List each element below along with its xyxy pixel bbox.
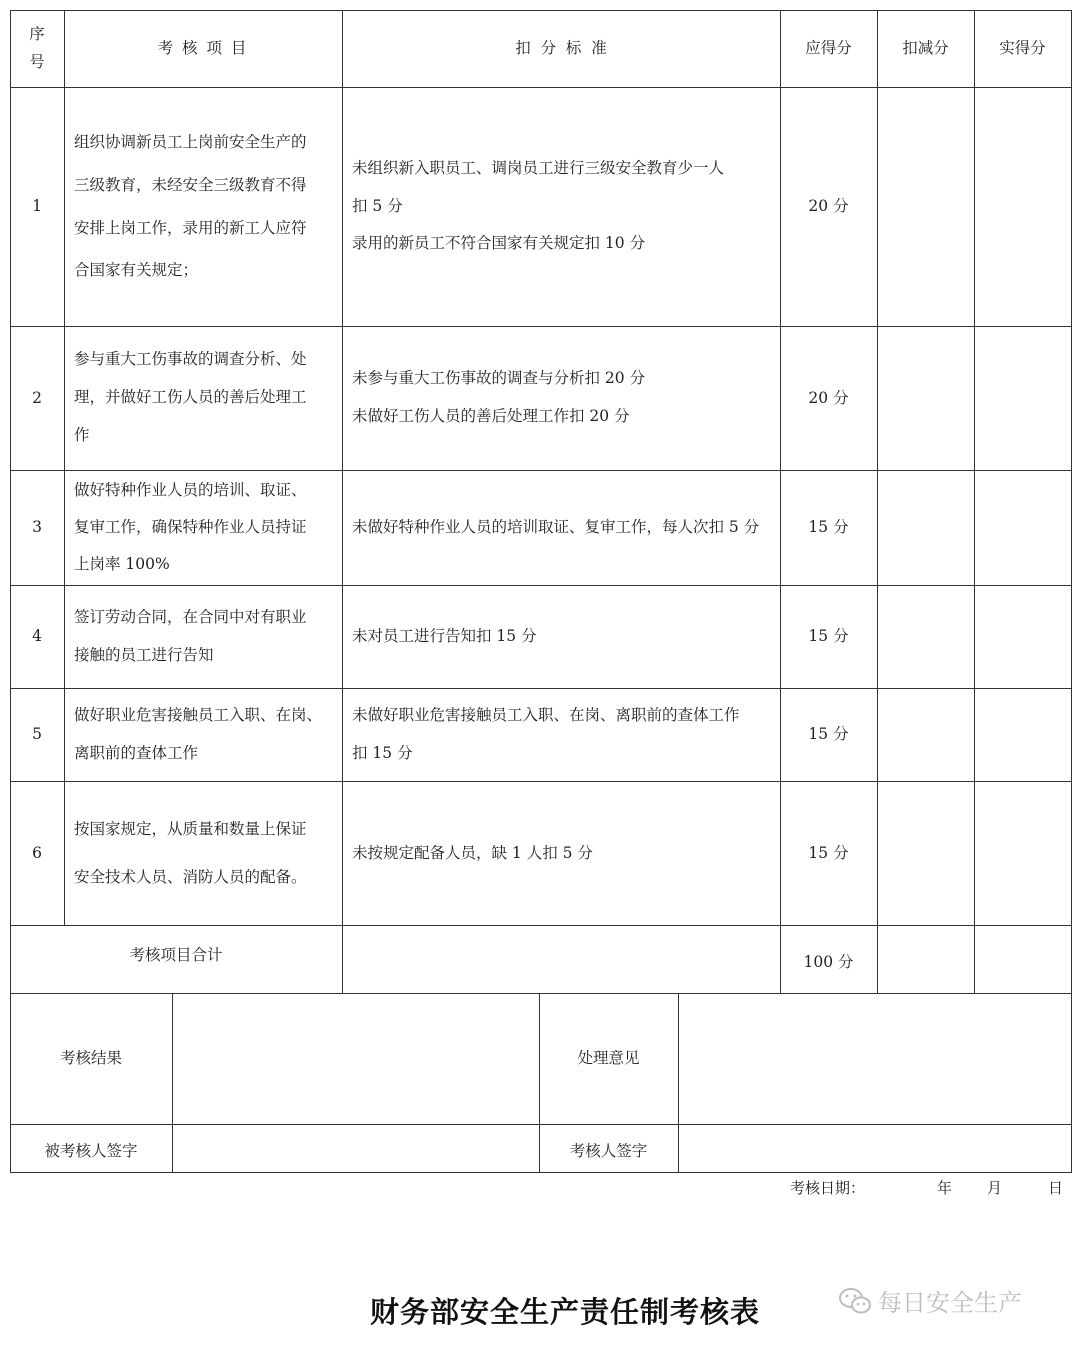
assessee-signature-label: 被考核人签字 xyxy=(44,1141,138,1160)
total-score: 100 分 xyxy=(803,952,854,971)
result-field[interactable] xyxy=(172,993,539,1124)
assessor-signature-field[interactable] xyxy=(678,1124,1071,1172)
opinion-field[interactable] xyxy=(678,993,1071,1124)
wechat-icon xyxy=(838,1286,872,1316)
date-month: 月 xyxy=(987,1179,1003,1197)
header-standard: 扣 分 标 准 xyxy=(515,39,607,58)
row-2-score: 20 分 xyxy=(808,388,849,407)
row-3-score: 15 分 xyxy=(808,518,849,537)
row-1-item: 组织协调新员工上岗前安全生产的 三级教育，未经安全三级教育不得 安排上岗工作，录用的新工人应符 合国家有关规定； xyxy=(74,133,307,280)
date-year: 年 xyxy=(937,1179,953,1197)
row-5-score: 15 分 xyxy=(808,725,849,744)
row-4-item: 签订劳动合同，在合同中对有职业 接触的员工进行告知 xyxy=(74,607,307,664)
row-5-item: 做好职业危害接触员工入职、在岗、 离职前的查体工作 xyxy=(74,705,323,762)
result-label: 考核结果 xyxy=(59,1049,122,1068)
header-seq: 序 号 xyxy=(29,24,45,71)
row-5-seq: 5 xyxy=(32,725,42,744)
row-5-standard: 未做好职业危害接触员工入职、在岗、离职前的查体工作 扣 15 分 xyxy=(352,705,740,762)
row-1-seq: 1 xyxy=(32,197,42,216)
row-6-item: 按国家规定，从质量和数量上保证 安全技术人员、消防人员的配备。 xyxy=(74,819,307,886)
header-due-score: 应得分 xyxy=(805,39,852,58)
watermark xyxy=(838,1283,1022,1318)
row-1-standard: 未组织新入职员工、调岗员工进行三级安全教育少一人 扣 5 分 录用的新员工不符合国家有关规定扣 10 分 xyxy=(352,158,725,253)
date-day: 日 xyxy=(1048,1179,1064,1197)
row-1-score: 20 分 xyxy=(808,197,849,216)
opinion-label: 处理意见 xyxy=(577,1049,640,1068)
row-2-standard: 未参与重大工伤事故的调查与分析扣 20 分 未做好工伤人员的善后处理工作扣 20 分 xyxy=(352,369,646,425)
row-6-seq: 6 xyxy=(32,843,42,862)
watermark-text: 每日安全生产 xyxy=(878,1289,1022,1317)
row-3-seq: 3 xyxy=(32,518,42,537)
row-2-item: 参与重大工伤事故的调查分析、处 理，并做好工伤人员的善后处理工 作 xyxy=(74,350,307,444)
document-title: 财务部安全生产责任制考核表 xyxy=(369,1295,760,1329)
assessee-signature-field[interactable] xyxy=(172,1124,539,1172)
date-label: 考核日期： xyxy=(790,1179,866,1197)
row-2-seq: 2 xyxy=(32,388,42,407)
header-item: 考 核 项 目 xyxy=(157,39,249,58)
row-3-item: 做好特种作业人员的培训、取证、 复审工作，确保特种作业人员持证 上岗率 100% xyxy=(74,480,307,574)
row-4-standard: 未对员工进行告知扣 15 分 xyxy=(352,627,537,646)
header-deduct-score: 扣减分 xyxy=(902,39,949,58)
total-label: 考核项目合计 xyxy=(129,945,223,964)
row-3-standard: 未做好特种作业人员的培训取证、复审工作，每人次扣 5 分 xyxy=(352,518,760,537)
row-4-score: 15 分 xyxy=(808,627,849,646)
row-6-standard: 未按规定配备人员，缺 1 人扣 5 分 xyxy=(352,843,593,862)
assessor-signature-label: 考核人签字 xyxy=(569,1141,648,1160)
header-actual-score: 实得分 xyxy=(999,39,1046,58)
row-4-seq: 4 xyxy=(32,627,42,646)
row-6-score: 15 分 xyxy=(808,843,849,862)
